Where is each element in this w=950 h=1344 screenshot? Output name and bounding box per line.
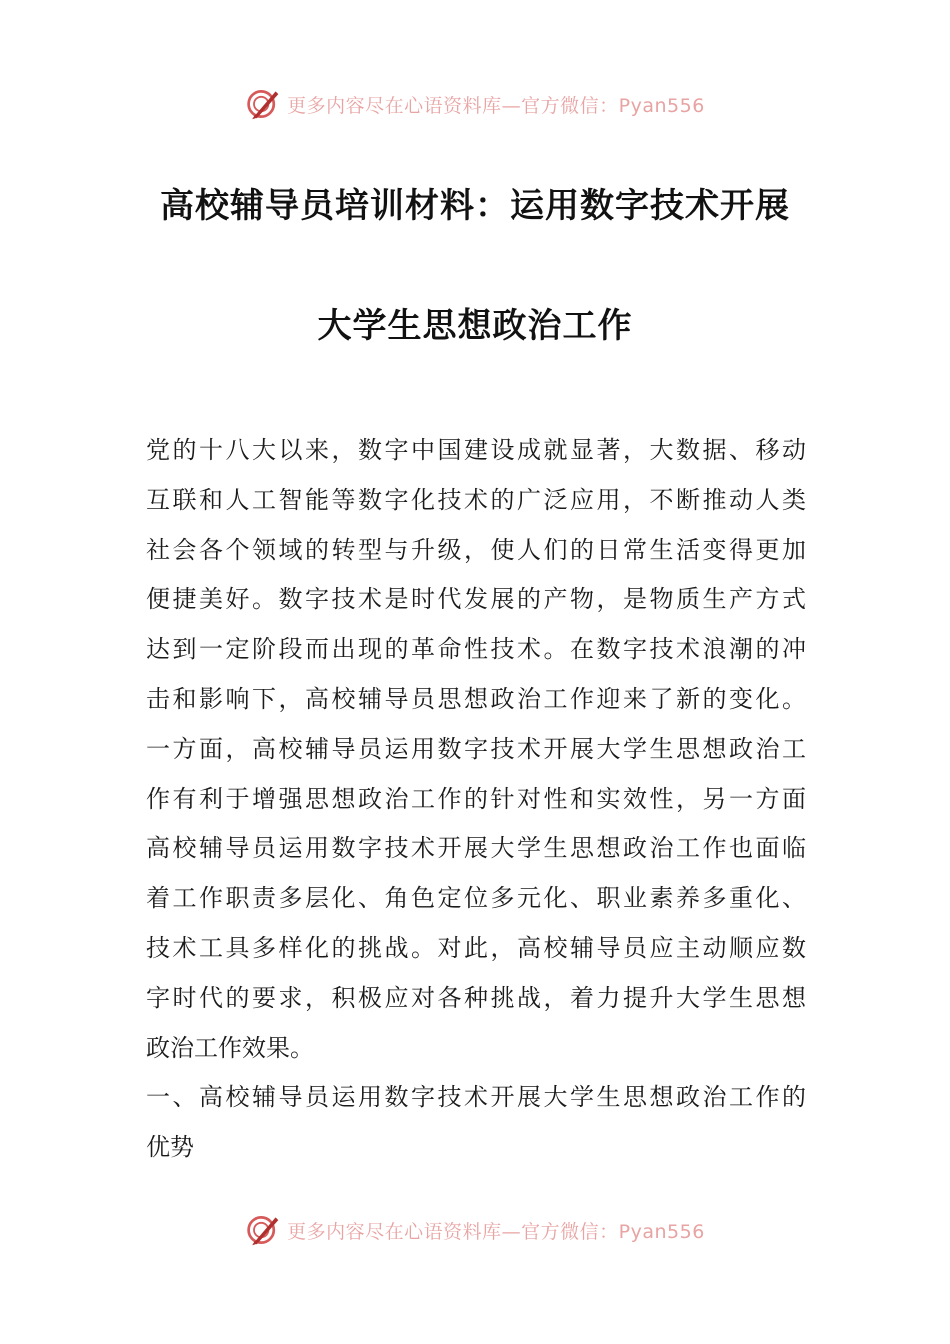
body-line: 着工作职责多层化、角色定位多元化、职业素养多重化、 — [146, 884, 806, 913]
document-title-line-2: 大学生思想政治工作 — [317, 306, 633, 346]
body-line: 社会各个领域的转型与升级，使人们的日常生活变得更加 — [146, 535, 806, 564]
wechat-id: Pyan556 — [618, 1220, 705, 1243]
body-line: 党的十八大以来，数字中国建设成就显著，大数据、移动 — [146, 436, 806, 464]
document-body — [146, 426, 806, 1173]
body-line: 一方面，高校辅导员运用数字技术开展大学生思想政治工 — [146, 734, 806, 763]
footer-watermark — [0, 1210, 950, 1250]
section-heading-continued: 优势 — [146, 1133, 194, 1162]
body-line: 作有利于增强思想政治工作的针对性和实效性，另一方面 — [146, 784, 806, 813]
wechat-id: Pyan556 — [618, 94, 705, 117]
body-line: 政治工作效果。 — [146, 1033, 314, 1062]
watermark-text: 更多内容尽在心语资料库—官方微信：Pyan556 — [287, 1220, 705, 1243]
body-line: 技术工具多样化的挑战。对此，高校辅导员应主动顺应数 — [146, 933, 806, 962]
pen-logo-icon — [245, 86, 281, 122]
body-line: 便捷美好。数字技术是时代发展的产物，是物质生产方式 — [146, 585, 806, 614]
body-line: 字时代的要求，积极应对各种挑战，着力提升大学生思想 — [146, 983, 806, 1012]
body-line: 高校辅导员运用数字技术开展大学生思想政治工作也面临 — [146, 834, 806, 863]
body-line: 互联和人工智能等数字化技术的广泛应用，不断推动人类 — [146, 485, 806, 514]
header-watermark — [0, 84, 950, 124]
body-line: 达到一定阶段而出现的革命性技术。在数字技术浪潮的冲 — [146, 635, 806, 664]
watermark-text: 更多内容尽在心语资料库—官方微信：Pyan556 — [287, 94, 705, 117]
section-heading: 一、高校辅导员运用数字技术开展大学生思想政治工作的 — [146, 1083, 806, 1112]
document-title-line-1: 高校辅导员培训材料：运用数字技术开展 — [160, 186, 790, 226]
body-line: 击和影响下，高校辅导员思想政治工作迎来了新的变化。 — [146, 684, 806, 713]
pen-logo-icon — [245, 1212, 281, 1248]
